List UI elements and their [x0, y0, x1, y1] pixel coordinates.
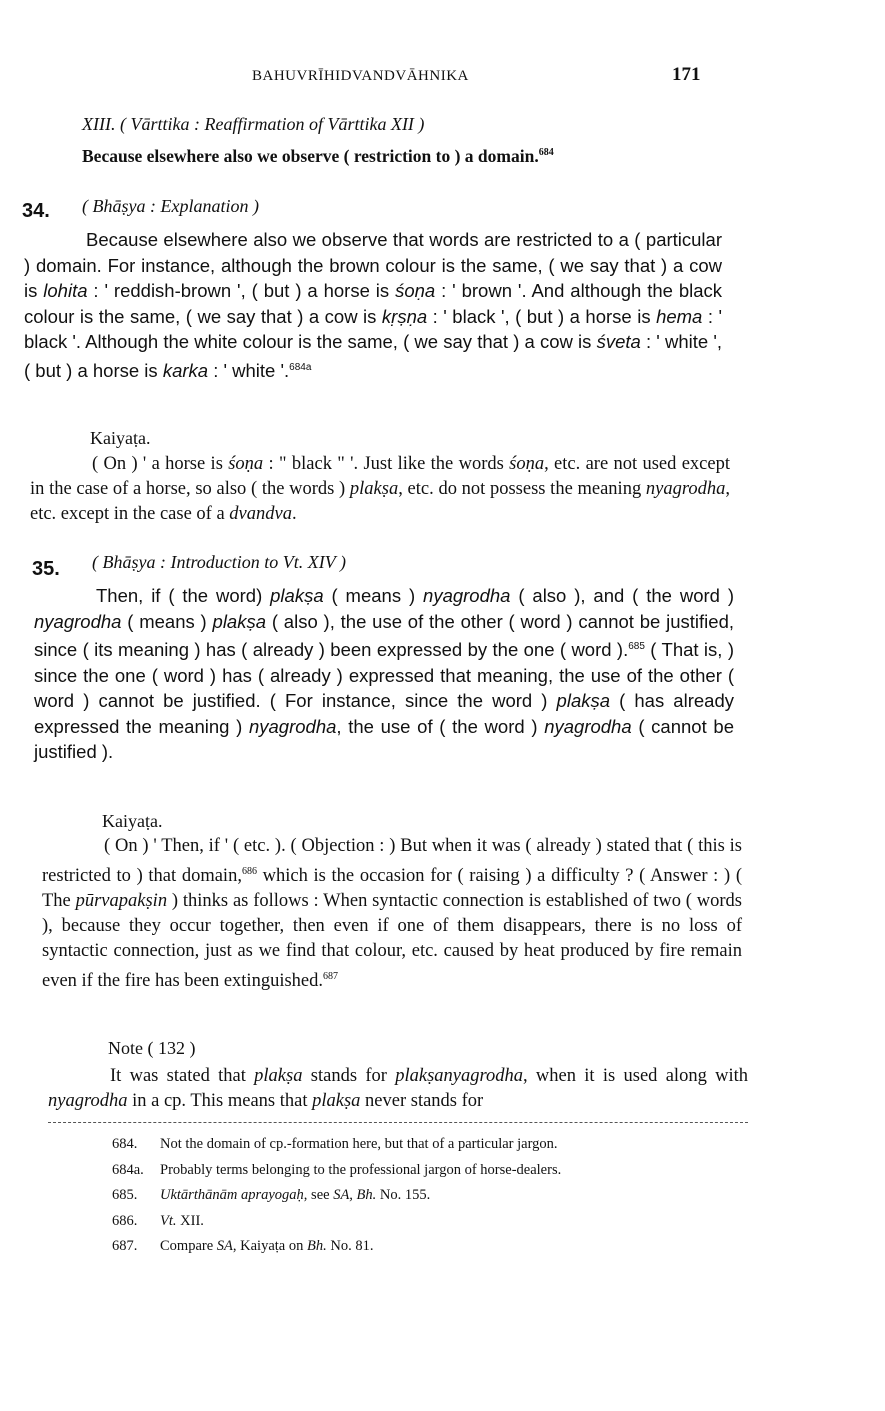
footnote-ref-687: 687 — [323, 971, 338, 982]
kaiyata-2-paragraph: ( On ) ' Then, if ' ( etc. ). ( Objection : ) But when it was ( already ) stated that ( this is restricted to ) that domain,$^{686}$ which is the occasion for ( raising ) a difficulty ? ( Answer : ) ( The pūrvapakṣin ) thinks as follows : When syntactic connection is established of two ( words ), because they occur together, then even if one of them disappears, there is no loss of syntactic connection, just as we find that colour, etc. caused by heat produced by fire remain even if the fire has been extinguished.$^{687}$ — [42, 836, 743, 991]
footnote-684: 684. Not the domain of cp.-formation here, but that of a particular jargon. — [112, 1136, 558, 1152]
footnote-ref-684a: 684a — [289, 361, 312, 373]
footnote-ref-686: 686 — [241, 866, 257, 877]
vartika-text — [82, 146, 712, 167]
footnote-685: 685. Uktārthānām aprayogaḥ, see SA, Bh. No. 155. — [112, 1187, 431, 1203]
page-number: 171 — [672, 64, 701, 85]
section-35-heading: ( Bhāṣya : Introduction to Vt. XIV ) — [92, 552, 346, 572]
footnote-list — [112, 1132, 752, 1260]
footnote-ref-685: 685 — [628, 641, 645, 652]
footnote-divider — [48, 1122, 748, 1123]
section-34-heading: ( Bhāṣya : Explanation ) — [82, 196, 259, 216]
footnote-687: 687. Compare SA, Kaiyaṭa on Bh. No. 81. — [112, 1238, 374, 1254]
kaiyata-1-label: Kaiyaṭa. — [90, 428, 151, 448]
section-34-paragraph: Because elsewhere also we observe that words are restricted to a ( particular ) domain. For instance, although the brown colour is the same, ( we say that ) a cow is lohita : ' reddish-brown ', ( but ) a horse is śoṇa : ' brown '. And although the black colour is the same, ( we say that ) a cow is kṛṣṇa : ' black ', ( but ) a horse is hema : ' black '. Although the white colour is the same, ( we say that ) a cow is śveta : ' white ', ( but ) a horse is karka : ' white '.$^{684a}$ — [24, 229, 723, 381]
vartika-statement: Because elsewhere also we observe ( restriction to ) a domain. — [82, 146, 539, 166]
section-35-paragraph: Then, if ( the word) plakṣa ( means ) nyagrodha ( also ), and ( the word ) nyagrodha ( means ) plakṣa ( also ), the use of the other ( word ) cannot be justified, since ( its meaning ) has ( already ) been expressed by the one ( word ).$^{685}$ ( That is, ) since the one ( word ) has ( already ) expressed that meaning, the use of the other ( word ) cannot be justified. ( For instance, since the word ) plakṣa ( has already expressed the meaning ) nyagrodha, the use of ( the word ) nyagrodha ( cannot be justified ). — [34, 585, 735, 762]
section-35-number: 35. — [32, 558, 60, 580]
note-132-label: Note ( 132 ) — [108, 1038, 196, 1058]
vartika-heading: XIII. ( Vārttika : Reaffirmation of Vārttika XII ) — [82, 114, 425, 134]
section-34-number: 34. — [22, 200, 50, 222]
footnote-684a: 684a. Probably terms belonging to the professional jargon of horse-dealers. — [112, 1161, 562, 1178]
note-132-paragraph: It was stated that plakṣa stands for plakṣanyagrodha, when it is used along with nyagrodha in a cp. This means that plakṣa never stands for — [48, 1066, 749, 1111]
kaiyata-2-label: Kaiyaṭa. — [102, 811, 163, 831]
kaiyata-1-paragraph: ( On ) ' a horse is śoṇa : " black " '. Just like the words śoṇa, etc. are not used except in the case of a horse, so also ( the words ) plakṣa, etc. do not possess the meaning nyagrodha, etc. except in the case of a dvandva. — [30, 454, 730, 524]
running-title: BAHUVRĪHIDVANDVĀHNIKA — [252, 68, 469, 84]
footnote-ref-684: 684 — [538, 147, 554, 158]
footnote-686: 686. Vt. XII. — [112, 1212, 204, 1229]
